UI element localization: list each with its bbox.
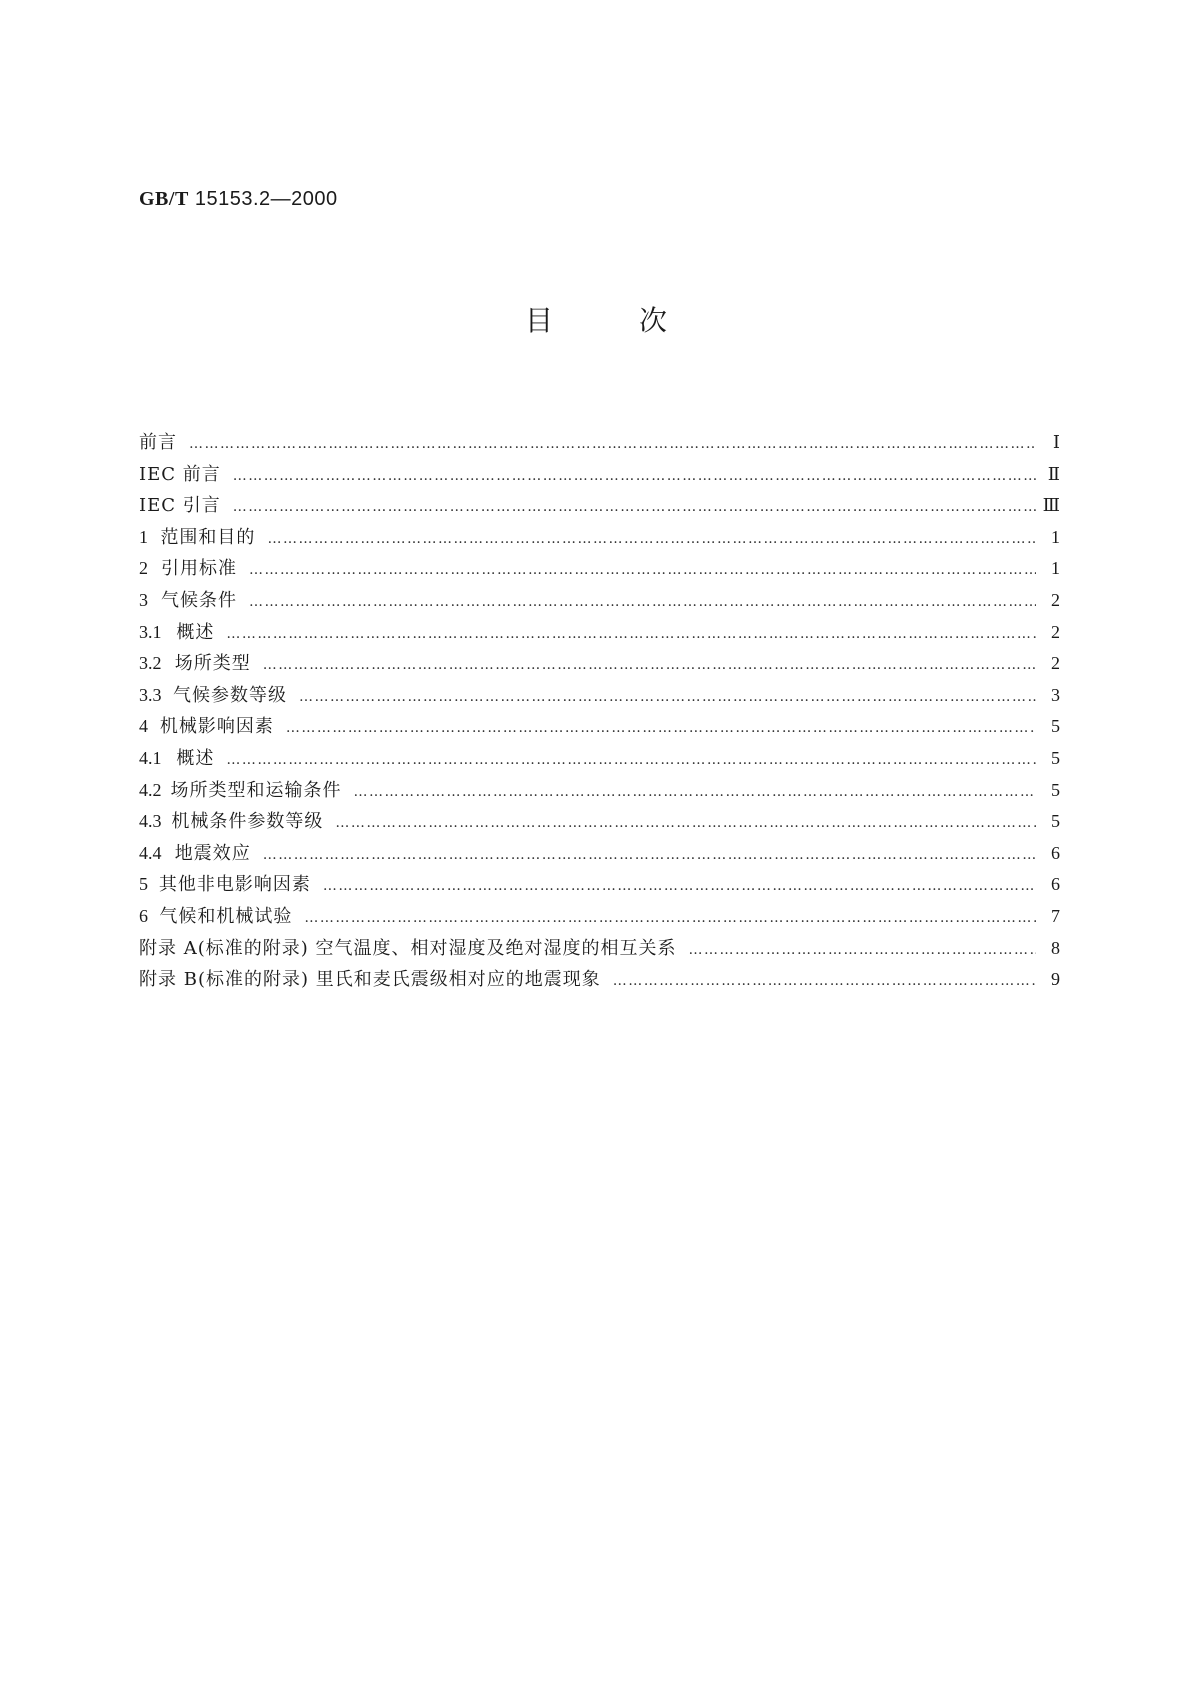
toc-leader-dots: [233, 461, 1036, 493]
toc-entry-text: 引用标准: [160, 558, 237, 580]
toc-section-number: 4.1: [139, 747, 162, 768]
toc-entry-text: 气候参数等级: [173, 684, 288, 706]
toc-entry-text: IEC 引言: [139, 495, 221, 517]
toc-entry-text: 范围和目的: [160, 526, 256, 548]
toc-page-number: 8: [1051, 937, 1060, 958]
toc-entry-text: 机械影响因素: [159, 716, 274, 738]
toc-page-number: Ⅲ: [1042, 495, 1060, 516]
toc-entry-text: 地震效应: [174, 842, 251, 864]
toc-leader-dots: [613, 966, 1036, 998]
toc-leader-dots: [299, 682, 1036, 714]
toc-entry-text: 附录 B(标准的附录) 里氏和麦氏震级相对应的地震现象: [139, 969, 601, 991]
toc-page-number: 5: [1051, 811, 1060, 832]
toc-entry-text: IEC 前言: [139, 463, 221, 485]
toc-leader-dots: [335, 808, 1036, 840]
toc-entry-text: 场所类型和运输条件: [170, 779, 342, 801]
toc-page-number: 5: [1051, 747, 1060, 768]
toc-section-number: 3: [139, 589, 148, 610]
toc-section-number: 3.3: [139, 684, 162, 705]
toc-page-number: 9: [1051, 969, 1060, 990]
toc-entry-text: 概述: [176, 621, 215, 643]
toc-entry-text: 气候和机械试验: [159, 905, 293, 927]
toc-page-number: 2: [1051, 589, 1060, 610]
toc-entry-foreword[interactable]: [139, 427, 1060, 459]
toc-entry-5[interactable]: [139, 869, 1060, 901]
toc-page-number: 5: [1051, 716, 1060, 737]
toc-page-number: 2: [1051, 621, 1060, 642]
toc-section-number: 6: [139, 905, 148, 926]
toc-section-number: 4.2: [139, 779, 162, 800]
toc-page-number: 1: [1051, 526, 1060, 547]
toc-entry-3-3[interactable]: [139, 680, 1060, 712]
toc-leader-dots: [189, 429, 1036, 461]
standard-code: 15153.2—2000: [194, 188, 338, 210]
toc-page-number: Ⅰ: [1052, 432, 1060, 452]
toc-entry-text: 其他非电影响因素: [158, 874, 311, 896]
toc-title-char-2: 次: [639, 303, 668, 337]
toc-leader-dots: [689, 935, 1037, 967]
table-of-contents: [139, 427, 1060, 996]
toc-leader-dots: [226, 745, 1036, 777]
toc-leader-dots: [263, 840, 1036, 872]
toc-entry-3-2[interactable]: [139, 648, 1060, 680]
toc-section-number: 1: [139, 526, 148, 547]
toc-leader-dots: [249, 555, 1036, 587]
standard-number: [139, 188, 338, 211]
toc-entry-6[interactable]: [139, 901, 1060, 933]
toc-entry-4-1[interactable]: [139, 743, 1060, 775]
toc-page-number: 3: [1051, 684, 1060, 705]
toc-leader-dots: [263, 650, 1036, 682]
toc-entry-4-4[interactable]: [139, 838, 1060, 870]
toc-page-number: 6: [1051, 874, 1060, 895]
toc-leader-dots: [323, 871, 1036, 903]
toc-title: [525, 299, 667, 339]
toc-section-number: 3.2: [139, 653, 162, 674]
standard-prefix: GB/T: [139, 188, 189, 210]
toc-entry-1[interactable]: [139, 522, 1060, 554]
toc-leader-dots: [249, 587, 1036, 619]
toc-section-number: 4: [139, 716, 148, 737]
toc-entry-iec-foreword[interactable]: [139, 459, 1060, 491]
toc-title-char-1: 目: [525, 303, 554, 337]
toc-entry-text: 气候条件: [160, 589, 237, 611]
toc-leader-dots: [267, 524, 1036, 556]
toc-page-number: 7: [1051, 905, 1060, 926]
toc-entry-appendix-a[interactable]: [139, 933, 1060, 965]
toc-entry-text: 机械条件参数等级: [171, 811, 324, 833]
toc-leader-dots: [226, 619, 1036, 651]
toc-page-number: 5: [1051, 779, 1060, 800]
toc-page-number: Ⅱ: [1047, 463, 1060, 484]
toc-section-number: 3.1: [139, 621, 162, 642]
toc-leader-dots: [304, 903, 1036, 935]
toc-section-number: 5: [139, 874, 148, 895]
toc-entry-3[interactable]: [139, 585, 1060, 617]
toc-section-number: 2: [139, 558, 148, 579]
toc-page-number: 1: [1051, 558, 1060, 579]
toc-page-number: 2: [1051, 653, 1060, 674]
toc-entry-text: 前言: [139, 432, 177, 453]
toc-entry-text: 概述: [176, 747, 215, 769]
toc-entry-3-1[interactable]: [139, 617, 1060, 649]
toc-section-number: 4.4: [139, 842, 162, 863]
toc-entry-appendix-b[interactable]: [139, 964, 1060, 996]
toc-leader-dots: [286, 713, 1036, 745]
toc-page-number: 6: [1051, 842, 1060, 863]
toc-entry-4-2[interactable]: [139, 775, 1060, 807]
toc-entry-text: 附录 A(标准的附录) 空气温度、相对湿度及绝对湿度的相互关系: [139, 937, 677, 959]
toc-leader-dots: [354, 777, 1036, 809]
toc-section-number: 4.3: [139, 811, 162, 832]
toc-entry-4-3[interactable]: [139, 806, 1060, 838]
toc-entry-iec-introduction[interactable]: [139, 490, 1060, 522]
toc-leader-dots: [233, 492, 1036, 524]
toc-entry-4[interactable]: [139, 711, 1060, 743]
toc-entry-text: 场所类型: [174, 653, 251, 675]
toc-entry-2[interactable]: [139, 553, 1060, 585]
